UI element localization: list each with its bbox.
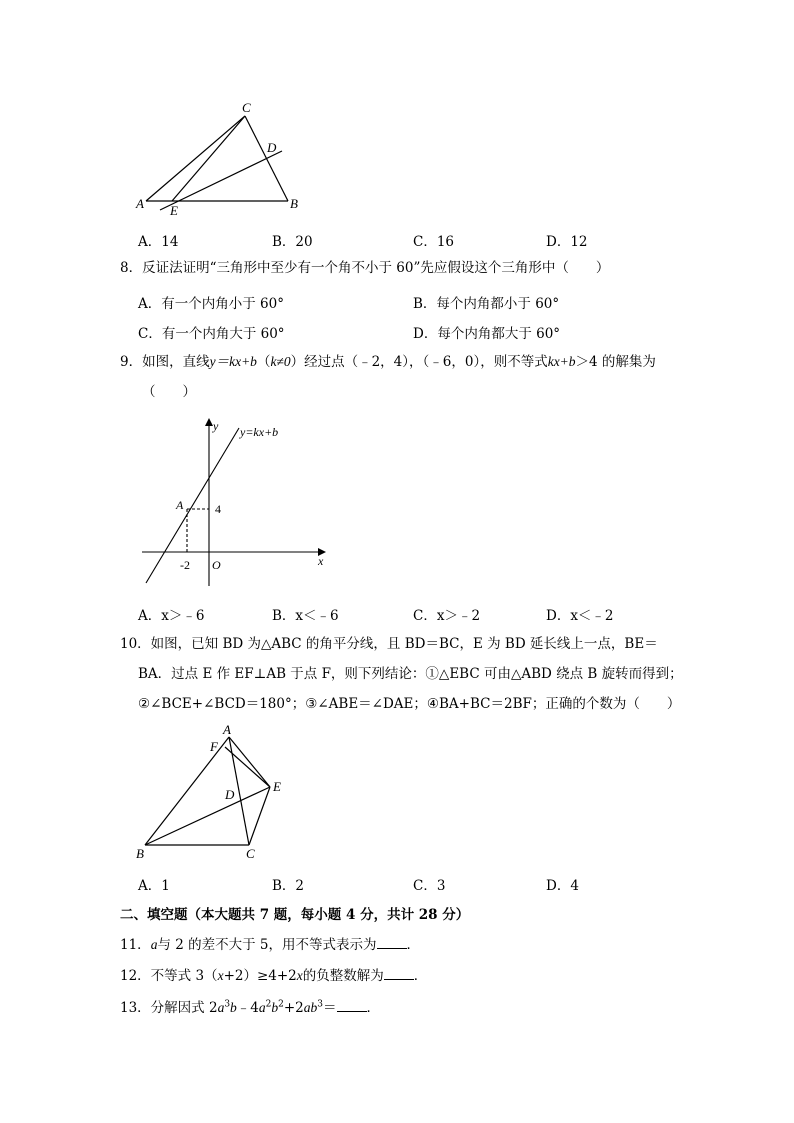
q10-option-d[interactable]: D．4	[546, 878, 579, 894]
q9-option-a[interactable]: A．x＞﹣6	[138, 608, 205, 624]
q9-stem-d: ＞4 的解集为	[575, 354, 656, 370]
q13-end: ．	[366, 1000, 380, 1016]
q12-answer-blank[interactable]	[384, 967, 414, 980]
q10-stem-line3: ②∠BCE+∠BCD＝180°；③∠ABE＝∠DAE；④BA+BC＝2BF；正确的个数为（ ）	[138, 696, 681, 712]
q12-stem	[120, 966, 427, 986]
q7-side-ac	[146, 116, 245, 201]
q9-stem	[120, 352, 656, 372]
q8-option-a[interactable]: A．有一个内角小于 60°	[138, 296, 284, 312]
q8-stem: 8．反证法证明“三角形中至少有一个角不小于 60”先应假设这个三角形中（ ）	[120, 260, 610, 276]
q10-label-f: F	[210, 739, 218, 754]
q10-label-d: D	[225, 787, 235, 802]
q7-label-a: A	[136, 196, 144, 211]
q7-label-e: E	[170, 203, 178, 218]
q9-line-label: y=kx+b	[240, 425, 279, 439]
q12-var-x2: x	[296, 968, 303, 983]
q13-term: ab	[303, 1000, 318, 1015]
q9-tick-minus2: -2	[180, 558, 190, 572]
q9-inequality: kx+b	[547, 354, 576, 369]
q11-text: 与 2 的差不大于 5，用不等式表示为	[157, 937, 377, 953]
q10-segment-fe	[225, 747, 270, 787]
q9-line-ykxb	[146, 428, 239, 583]
q7-option-a[interactable]: A．14	[138, 234, 179, 250]
q12-end: ．	[413, 968, 428, 984]
q8-option-c[interactable]: C．有一个内角大于 60°	[138, 326, 285, 342]
q9-stem-b: （	[256, 354, 271, 370]
q10-label-a: A	[223, 722, 231, 737]
q10-segment-ae	[229, 737, 270, 787]
q10-stem-line1: 10．如图，已知 BD 为△ABC 的角平分线，且 BD＝BC，E 为 BD 延长线上一点，BE＝	[120, 636, 658, 652]
q13-op: +2	[283, 1000, 304, 1016]
q13-exp: 2	[278, 999, 284, 1010]
q13-stem	[120, 998, 380, 1018]
q11-prefix: 11．	[120, 937, 151, 953]
q13-answer-blank[interactable]	[337, 999, 367, 1012]
q7-option-d[interactable]: D．12	[546, 234, 588, 250]
q10-segment-be	[145, 787, 270, 845]
q7-segment-ec	[172, 116, 245, 201]
q13-exp: 3	[224, 999, 231, 1010]
q7-label-d: D	[267, 140, 277, 155]
q9-graph-figure	[138, 418, 338, 590]
q7-option-b[interactable]: B．20	[272, 234, 313, 250]
q12-mid: +2）≥4+2	[223, 968, 297, 984]
q9-tick-4: 4	[215, 502, 221, 516]
q13-term: a	[258, 1000, 266, 1015]
q9-condition: k≠0	[270, 354, 291, 369]
q9-option-c[interactable]: C．x＞﹣2	[413, 608, 481, 624]
q10-option-a[interactable]: A．1	[138, 878, 170, 894]
q13-op: ﹣4	[236, 1000, 259, 1016]
q7-option-c[interactable]: C．16	[413, 234, 455, 250]
q9-y-arrow	[205, 418, 213, 426]
q9-option-b[interactable]: B．x＜﹣6	[272, 608, 339, 624]
q9-point-a-label: A	[176, 498, 184, 512]
q9-stem-c: ）经过点（﹣2，4），（﹣6，0），则不等式	[290, 354, 548, 370]
q10-stem-line2: BA．过点 E 作 EF⊥AB 于点 F，则下列结论：①△EBC 可由△ABD 绕点 B 旋转而得到；	[138, 666, 683, 682]
q9-x-label: x	[318, 554, 324, 568]
q9-option-d[interactable]: D．x＜﹣2	[546, 608, 614, 624]
q9-origin-label: O	[212, 558, 221, 572]
q12-var-x1: x	[217, 968, 224, 983]
q13-term: b	[230, 1000, 237, 1015]
q9-answer-paren: （ ）	[142, 384, 196, 400]
q9-y-label: y	[213, 419, 219, 433]
q9-equation: y＝kx+b	[209, 354, 257, 369]
q11-answer-blank[interactable]	[377, 936, 407, 949]
q10-label-e: E	[273, 779, 281, 794]
q13-prefix: 13．分解因式 2	[120, 1000, 218, 1016]
q12-prefix: 12．不等式 3（	[120, 968, 218, 984]
q10-label-b: B	[136, 846, 144, 861]
q10-option-c[interactable]: C．3	[413, 878, 446, 894]
q11-end: ．	[406, 937, 420, 953]
q13-op: ＝	[323, 1000, 337, 1016]
q9-stem-a: 9．如图，直线	[120, 354, 210, 370]
q10-geometry-figure	[130, 722, 300, 862]
q13-term: b	[271, 1000, 279, 1015]
q10-option-b[interactable]: B．2	[272, 878, 305, 894]
q7-triangle-figure	[130, 98, 310, 220]
q12-text: 的负整数解为	[302, 968, 384, 984]
q8-option-d[interactable]: D．每个内角都大于 60°	[413, 326, 561, 342]
q10-label-c: C	[246, 846, 255, 861]
q13-term: a	[217, 1000, 225, 1015]
q11-stem	[120, 935, 420, 955]
q13-exp: 2	[265, 999, 272, 1010]
q7-label-b: B	[290, 196, 298, 211]
q8-option-b[interactable]: B．每个内角都小于 60°	[413, 296, 560, 312]
q13-exp: 3	[317, 999, 323, 1010]
q11-var-a: a	[150, 937, 158, 952]
section-fill-in-title: 二、填空题（本大题共 7 题，每小题 4 分，共计 28 分）	[120, 907, 470, 923]
q7-label-c: C	[242, 100, 251, 115]
